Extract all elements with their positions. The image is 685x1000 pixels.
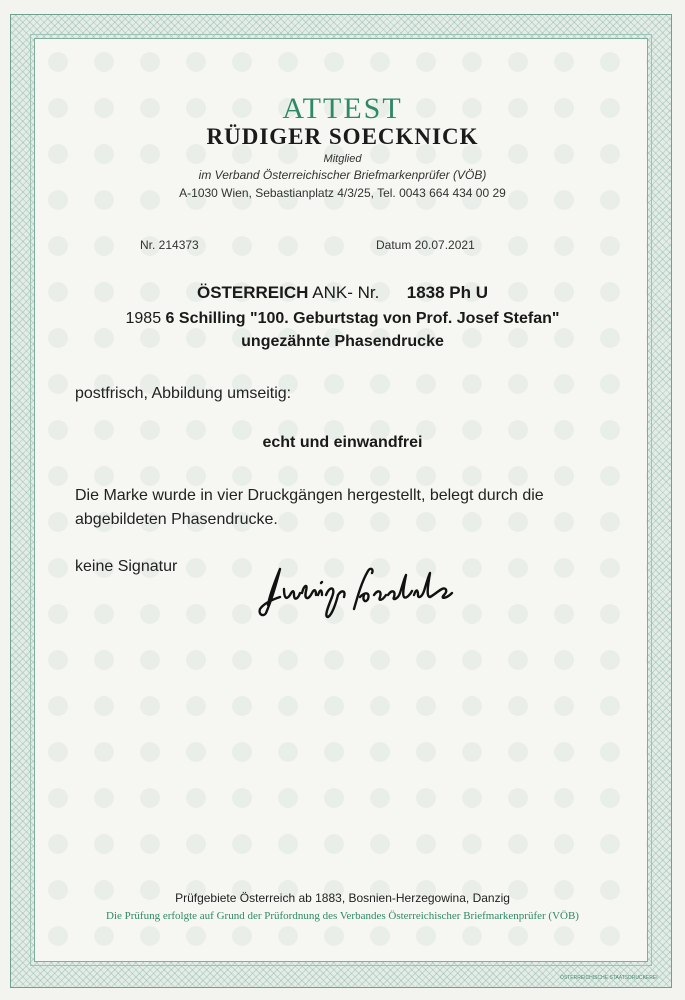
certificate-number: Nr. 214373 [140,238,199,252]
condition-text: postfrisch, Abbildung umseitig: [75,385,292,402]
catalog-number: 1838 Ph U [406,283,489,302]
catalog-label: ANK- Nr. [312,283,380,302]
stamp-description-line [0,310,685,328]
stamp-description: 6 Schilling "100. Geburtstag von Prof. Josef Stefan" [165,310,560,327]
verdict-text: echt und einwandfrei [262,434,423,451]
issue-year: 1985 [125,310,162,327]
examiner-name: RÜDIGER SOECKNICK [206,124,479,149]
remark-text: Die Marke wurde in vier Druckgängen hergestellt, belegt durch die abgebildeten Phasendrucke. [75,487,544,528]
membership-label: Mitglied [323,153,362,165]
examination-rules-note: Die Prüfung erfolgte auf Grund der Prüfordnung des Verbandes Österreichischer Briefmarkenprüfer (VÖB) [106,910,579,922]
certificate-date: Datum 20.07.2021 [376,238,475,252]
handwritten-signature [250,555,470,625]
signature-note: keine Signatur [75,558,178,575]
printer-imprint: ÖSTERREICHISCHE STAATSDRUCKEREI [560,975,658,981]
attest-title: ATTEST [282,92,403,125]
stamp-variant: ungezähnte Phasendrucke [241,333,444,350]
address-line: A-1030 Wien, Sebastianplatz 4/3/25, Tel. 0043 664 434 00 29 [179,186,506,200]
examination-areas: Prüfgebiete Österreich ab 1883, Bosnien-Herzegowina, Danzig [175,891,510,905]
country-catalog-line [0,283,685,303]
association-line: im Verband Österreichischer Briefmarkenprüfer (VÖB) [198,168,487,182]
country: ÖSTERREICH [196,283,309,302]
